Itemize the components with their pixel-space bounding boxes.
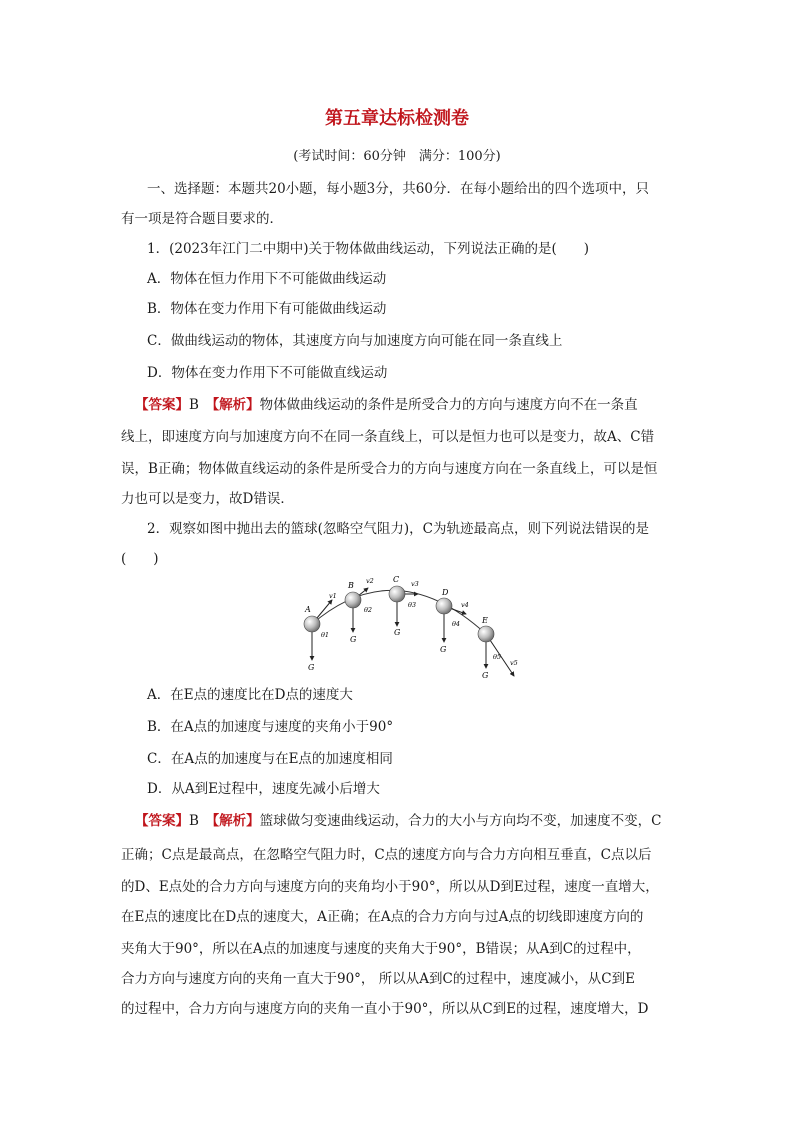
section-intro-cont: 有一项是符合题目要求的． bbox=[121, 211, 283, 227]
analysis-tag: 【解析】 bbox=[212, 397, 260, 413]
q2-answer: B bbox=[189, 813, 199, 829]
angle-label: θ2 bbox=[364, 606, 373, 614]
exam-info: (考试时间：60分钟 满分：100分) bbox=[293, 149, 501, 164]
q2-analysis-line: 夹角大于90°，所以在A点的加速度与速度的夹角大于90°，B错误；从A到C的过程中， bbox=[121, 941, 641, 957]
q2-answer-line bbox=[135, 812, 662, 830]
q1-analysis-line: 力也可以是变力，故D错误． bbox=[121, 491, 294, 507]
force-label: G bbox=[440, 645, 447, 654]
q2-option-a: A．在E点的速度比在D点的速度大 bbox=[147, 687, 353, 703]
q1-option-a: A．物体在恒力作用下不可能做曲线运动 bbox=[147, 271, 387, 287]
point-label: E bbox=[482, 616, 488, 625]
q2-analysis-line: 正确；C点是最高点，在忽略空气阻力时，C点的速度方向与合力方向相互垂直，C点以后 bbox=[121, 847, 652, 863]
q2-analysis-line: 在E点的速度比在D点的速度大，A正确；在A点的合力方向与过A点的切线即速度方向的 bbox=[121, 909, 644, 925]
ball-b bbox=[345, 577, 374, 644]
answer-tag: 【答案】 bbox=[135, 397, 189, 413]
velocity-label: v2 bbox=[366, 577, 374, 585]
q1-analysis-first: 物体做曲线运动的条件是所受合力的方向与速度方向不在一条直 bbox=[259, 397, 638, 413]
ball-c bbox=[389, 575, 419, 637]
q2-analysis-line: 的过程中，合力方向与速度方向的夹角一直小于90°，所以从C到E的过程，速度增大，D bbox=[121, 1001, 649, 1017]
force-label: G bbox=[482, 671, 489, 680]
point-label: A bbox=[305, 605, 311, 614]
q2-analysis-line: 的D、E点处的合力方向与速度方向的夹角均小于90°，所以从D到E过程，速度一直增大， bbox=[121, 879, 659, 895]
ball-d bbox=[436, 588, 469, 654]
force-label: G bbox=[308, 663, 315, 672]
ball-a bbox=[304, 592, 337, 672]
velocity-label: v3 bbox=[411, 580, 419, 588]
ball-e bbox=[478, 616, 518, 680]
q1-stem: 1．(2023年江门二中期中)关于物体做曲线运动，下列说法正确的是( ) bbox=[147, 241, 590, 257]
velocity-label: v4 bbox=[461, 601, 469, 609]
q1-answer: B bbox=[189, 397, 199, 413]
angle-label: θ5 bbox=[493, 653, 502, 661]
q1-analysis-line: 误，B正确；物体做直线运动的条件是所受合力的方向与速度方向在一条直线上，可以是恒 bbox=[121, 461, 658, 477]
force-label: G bbox=[394, 628, 401, 637]
q1-option-d: D．物体在变力作用下不可能做直线运动 bbox=[147, 365, 388, 381]
q2-analysis-first: 篮球做匀变速曲线运动，合力的大小与方向均不变，加速度不变，C bbox=[259, 813, 662, 829]
q2-option-d: D．从A到E过程中，速度先减小后增大 bbox=[147, 781, 380, 797]
point-label: D bbox=[442, 588, 449, 597]
angle-label: θ1 bbox=[321, 631, 330, 639]
q2-option-b: B．在A点的加速度与速度的夹角小于90° bbox=[147, 719, 394, 735]
trajectory-figure bbox=[296, 572, 526, 684]
answer-tag: 【答案】 bbox=[135, 813, 189, 829]
q1-analysis-line: 线上，即速度方向与加速度方向不在同一条直线上，可以是恒力也可以是变力，故A、C错 bbox=[121, 429, 655, 445]
angle-label: θ3 bbox=[408, 601, 417, 609]
velocity-label: v5 bbox=[510, 659, 518, 667]
q2-stem-bracket: ( ) bbox=[121, 551, 159, 567]
q1-option-b: B．物体在变力作用下有可能做曲线运动 bbox=[147, 301, 387, 317]
section-intro: 一、选择题：本题共20小题，每小题3分，共60分．在每小题给出的四个选项中，只 bbox=[147, 181, 649, 197]
angle-label: θ4 bbox=[452, 620, 461, 628]
velocity-label: v1 bbox=[329, 592, 337, 600]
q1-option-c: C．做曲线运动的物体，其速度方向与加速度方向可能在同一条直线上 bbox=[147, 333, 563, 349]
q2-analysis-line: 合力方向与速度方向的夹角一直大于90°， 所以从A到C的过程中，速度减小，从C到E bbox=[121, 971, 635, 987]
document-title: 第五章达标检测卷 bbox=[325, 108, 469, 129]
point-label: C bbox=[393, 575, 400, 584]
q2-stem: 2．观察如图中抛出去的篮球(忽略空气阻力)，C为轨迹最高点，则下列说法错误的是 bbox=[147, 521, 649, 537]
q2-option-c: C．在A点的加速度与在E点的加速度相同 bbox=[147, 751, 393, 767]
point-label: B bbox=[348, 581, 354, 590]
analysis-tag: 【解析】 bbox=[212, 813, 260, 829]
force-label: G bbox=[350, 635, 357, 644]
q1-answer-line bbox=[135, 396, 638, 414]
